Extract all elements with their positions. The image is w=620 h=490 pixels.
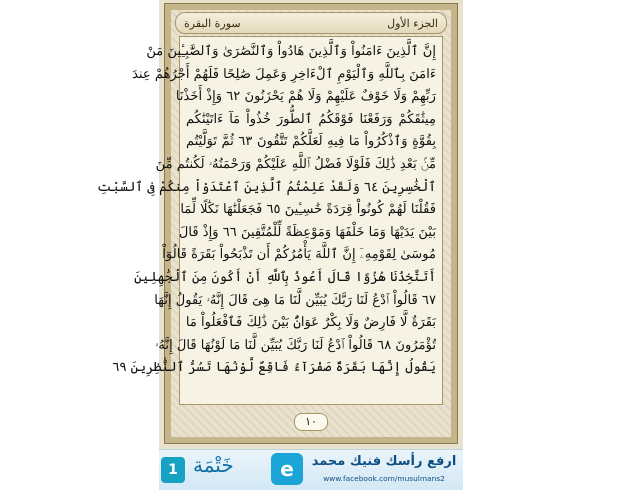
- app-logo-icon: e: [271, 453, 303, 485]
- text-line: فَقُلْنَا لَهُمْ كُونُواْ قِرَدَةً خَٰسِـِٔينَ ٦٥ فَجَعَلْنَٰهَا نَكَٰلًا لِّمَا: [180, 202, 436, 218]
- ornamental-frame: [97, 4, 457, 443]
- text-line: مِيثَٰقَكُمْ وَرَفَعْنَا فَوْقَكُمُ ٱلطُّورَ خُذُواْ مَآ ءَاتَيْنَٰكُم: [186, 111, 436, 127]
- text-line: إِنَّ ٱلَّذِينَ ءَامَنُواْ وَٱلَّذِينَ هَادُواْ وَٱلنَّصَٰرَىٰ وَٱلصَّٰبِـِٔينَ مَنْ: [146, 44, 436, 59]
- text-line: مِّنۢ بَعْدِ ذَٰلِكَ فَلَوْلَا فَضْلُ ٱللَّهِ عَلَيْكُمْ وَرَحْمَتُهُۥ لَكُنتُم مِّنَ: [155, 156, 436, 172]
- page-header: [175, 12, 447, 34]
- page-number: ١٠: [294, 413, 328, 431]
- banner-title: ارفع رأسك فنيك محمد: [311, 454, 457, 469]
- text-line: ءَامَنَ بِٱللَّهِ وَٱلْيَوْمِ ٱلْءَاخِرِ وَعَمِلَ صَٰلِحًا فَلَهُمْ أَجْرُهُمْ عِندَ: [132, 66, 436, 82]
- text-line: ٦٧ قَالُواْ ٱدْعُ لَنَا رَبَّكَ يُبَيِّن لَّنَا مَا هِىَ قَالَ إِنَّهُۥ يَقُولُ إِنَّهَا: [154, 292, 436, 308]
- text-line: مُوسَىٰ لِقَوْمِهِۦٓ إِنَّ ٱللَّهَ يَأْمُرُكُمْ أَن تَذْبَحُواْ بَقَرَةً قَالُوٓاْ: [162, 247, 436, 263]
- text-line: تُؤْمَرُونَ ٦٨ قَالُواْ ٱدْعُ لَنَا رَبَّكَ يُبَيِّن لَّنَا مَا لَوْنُهَا قَالَ إِنَّهُۥ: [155, 337, 436, 353]
- quran-text-area[interactable]: [97, 36, 443, 405]
- ad-banner[interactable]: [159, 449, 463, 490]
- app-brand-logo: خَتْمَة: [193, 453, 234, 477]
- text-line: بِقُوَّةٍ وَٱذْكُرُواْ مَا فِيهِ لَعَلَّكُمْ تَتَّقُونَ ٦٣ ثُمَّ تَوَلَّيْتُم: [186, 134, 436, 150]
- text-line: رَبِّهِمْ وَلَا خَوْفٌ عَلَيْهِمْ وَلَا هُمْ يَحْزَنُونَ ٦٢ وَإِذْ أَخَذْنَا: [175, 89, 436, 105]
- surah-label: سورة البقرة: [184, 16, 241, 30]
- text-line: ٱلْخَٰسِرِينَ ٦٤ وَلَقَدْ عَلِمْتُمُ ٱلَّذِينَ ٱعْتَدَوْاْ مِنكُمْ فِى ٱلسَّبْتِ: [97, 179, 436, 195]
- juz-label: الجزء الأول: [387, 16, 438, 30]
- text-line: يَقُولُ إِنَّهَا بَقَرَةٌ صَفْرَآءُ فَاقِعٌ لَّوْنُهَا تَسُرُّ ٱلنَّٰظِرِينَ ٦٩: [112, 360, 436, 376]
- text-line: أَتَتَّخِذُنَا هُزُوًا قَالَ أَعُوذُ بِٱللَّهِ أَنْ أَكُونَ مِنَ ٱلْجَٰهِلِينَ: [134, 269, 436, 285]
- text-line: بَيْنَ يَدَيْهَا وَمَا خَلْفَهَا وَمَوْعِظَةً لِّلْمُتَّقِينَ ٦٦ وَإِذْ قَالَ: [178, 224, 436, 240]
- notification-badge[interactable]: 1: [161, 457, 185, 483]
- banner-url[interactable]: www.facebook.com/musulmans2: [323, 474, 445, 483]
- mushaf-page: [97, 0, 463, 449]
- text-line: بَقَرَةٌ لَّا فَارِضٌ وَلَا بِكْرٌ عَوَانٌۢ بَيْنَ ذَٰلِكَ فَٱفْعَلُواْ مَا: [185, 315, 436, 331]
